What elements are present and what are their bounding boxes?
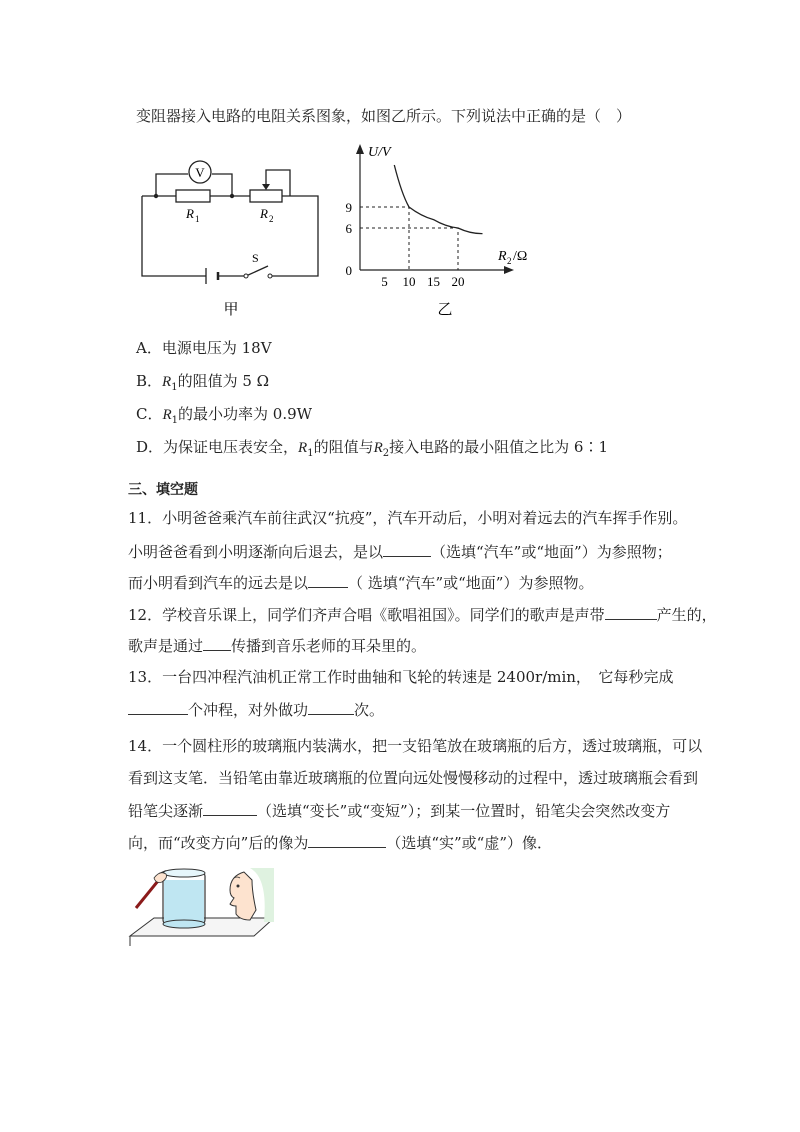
q11-line-3-text-b: （ 选填“汽车”或“地面”）为参照物。	[348, 574, 594, 592]
q13-line-1: 13．一台四冲程汽油机正常工作时曲轴和飞轮的转速是 2400r/min， 它每秒完成	[128, 668, 674, 686]
voltmeter-label: V	[195, 165, 205, 180]
bottle-water	[164, 880, 204, 924]
option-d-label: D．为保证电压表安全，	[136, 438, 299, 456]
q12-line-1	[128, 604, 717, 625]
u-r2-curve	[394, 165, 482, 234]
option-b-label: B．	[136, 372, 163, 390]
q14-line-4-text-a: 向，而“改变方向”后的像为	[128, 834, 309, 852]
q14-line-3-text-a: 铅笔尖逐渐	[128, 802, 204, 820]
q14-line-1: 14．一个圆柱形的玻璃瓶内装满水，把一支铅笔放在玻璃瓶的后方，透过玻璃瓶，可以	[128, 737, 703, 755]
slider-arrowhead	[262, 184, 270, 190]
viewer-face-icon	[230, 872, 256, 920]
q14-blank-1[interactable]	[203, 800, 257, 816]
u-r2-graph	[340, 138, 540, 320]
q12-line-2	[128, 635, 426, 656]
r1-subscript: 1	[195, 214, 200, 224]
q11-line-2	[128, 541, 672, 562]
option-d-subscript-2: 2	[382, 448, 390, 459]
option-b-symbol: R	[162, 374, 172, 390]
option-b-text: 的阻值为 5 Ω	[177, 372, 270, 390]
bottle-pencil-illustration	[126, 864, 274, 948]
q12-line-2-text-a: 歌声是通过	[128, 637, 204, 655]
y-tick-label: 9	[345, 200, 352, 215]
q12-line-1-text-b: 产生的，	[656, 606, 717, 624]
figure-jia-caption: 甲	[223, 302, 239, 318]
q13-blank-2[interactable]	[308, 699, 354, 715]
option-c-label: C．	[136, 405, 163, 423]
bottle-top	[163, 869, 205, 877]
x-tick-label: 10	[402, 274, 416, 289]
r2-label: R	[260, 206, 268, 221]
option-c-text: 的最小功率为 0.9W	[178, 405, 313, 423]
resistor-r1	[176, 190, 210, 202]
figure-yi-caption: 乙	[437, 302, 453, 318]
option-d-middle: 的阻值与	[313, 438, 374, 456]
q11-line-1: 11．小明爸爸乘汽车前往武汉“抗疫”，汽车开动后，小明对着远去的汽车挥手作别。	[128, 509, 688, 527]
q11-blank-1[interactable]	[383, 541, 431, 557]
origin-label: 0	[345, 263, 352, 278]
q12-line-2-text-b: 传播到音乐老师的耳朵里的。	[231, 637, 427, 655]
r2-subscript: 2	[269, 214, 274, 224]
x-tick-label: 20	[451, 274, 465, 289]
question-intro-line: 变阻器接入电路的电阻关系图象，如图乙所示。下列说法中正确的是（ ）	[136, 107, 632, 125]
option-c	[136, 404, 312, 431]
option-c-subscript: 1	[171, 415, 179, 426]
switch-lever	[246, 266, 268, 276]
y-tick-label: 6	[345, 221, 352, 236]
option-d-subscript-1: 1	[307, 448, 314, 459]
q11-line-2-text-a: 小明爸爸看到小明逐渐向后退去，是以	[128, 543, 384, 561]
option-a: A．电源电压为 18V	[136, 339, 272, 357]
q12-line-1-text-a: 12．学校音乐课上，同学们齐声合唱《歌唱祖国》。同学们的歌声是声带	[128, 606, 605, 624]
q11-line-2-text-b: （选填“汽车”或“地面”）为参照物；	[431, 543, 672, 561]
q14-line-3-text-b: （选填“变长”或“变短”）；到某一位置时，铅笔尖会突然改变方	[257, 802, 671, 820]
q13-blank-1[interactable]	[128, 699, 188, 715]
q13-line-2-text-b: 次。	[354, 701, 385, 719]
switch-label: S	[252, 251, 259, 265]
q14-line-4	[128, 832, 552, 853]
y-axis-label: U/V	[368, 145, 391, 160]
option-d-symbol-1: R	[298, 440, 308, 456]
x-axis-unit: /Ω	[513, 249, 528, 264]
option-c-symbol: R	[162, 407, 172, 423]
x-axis-label: R	[498, 249, 507, 264]
r1-label: R	[186, 206, 194, 221]
option-b-subscript: 1	[171, 382, 178, 393]
option-b	[136, 371, 269, 398]
option-d-symbol-2: R	[373, 440, 383, 456]
option-d	[136, 437, 608, 464]
q11-line-3	[128, 572, 593, 593]
q12-blank-2[interactable]	[203, 635, 231, 651]
q14-line-3	[128, 800, 670, 821]
x-tick-label: 15	[427, 274, 440, 289]
x-axis-arrow	[504, 266, 514, 274]
x-axis-subscript: 2	[507, 256, 512, 266]
q12-blank-1[interactable]	[605, 604, 657, 620]
x-tick-label: 5	[381, 274, 388, 289]
circuit-diagram	[130, 148, 330, 320]
resistor-r2	[250, 190, 282, 202]
q14-blank-2[interactable]	[308, 832, 386, 848]
q13-line-2-text-a: 个冲程，对外做功	[188, 701, 309, 719]
q14-line-2: 看到这支笔．当铅笔由靠近玻璃瓶的位置向远处慢慢移动的过程中，透过玻璃瓶会看到	[128, 769, 699, 787]
option-d-text: 接入电路的最小阻值之比为 6∶1	[389, 438, 608, 456]
q11-line-3-text-a: 而小明看到汽车的远去是以	[128, 574, 309, 592]
y-axis-arrow	[356, 144, 364, 154]
section-heading: 三、填空题	[128, 482, 198, 498]
q11-blank-2[interactable]	[308, 572, 348, 588]
q14-line-4-text-b: （选填“实”或“虚”）像．	[386, 834, 553, 852]
q13-line-2	[128, 699, 384, 720]
guide-line-1	[360, 207, 409, 270]
